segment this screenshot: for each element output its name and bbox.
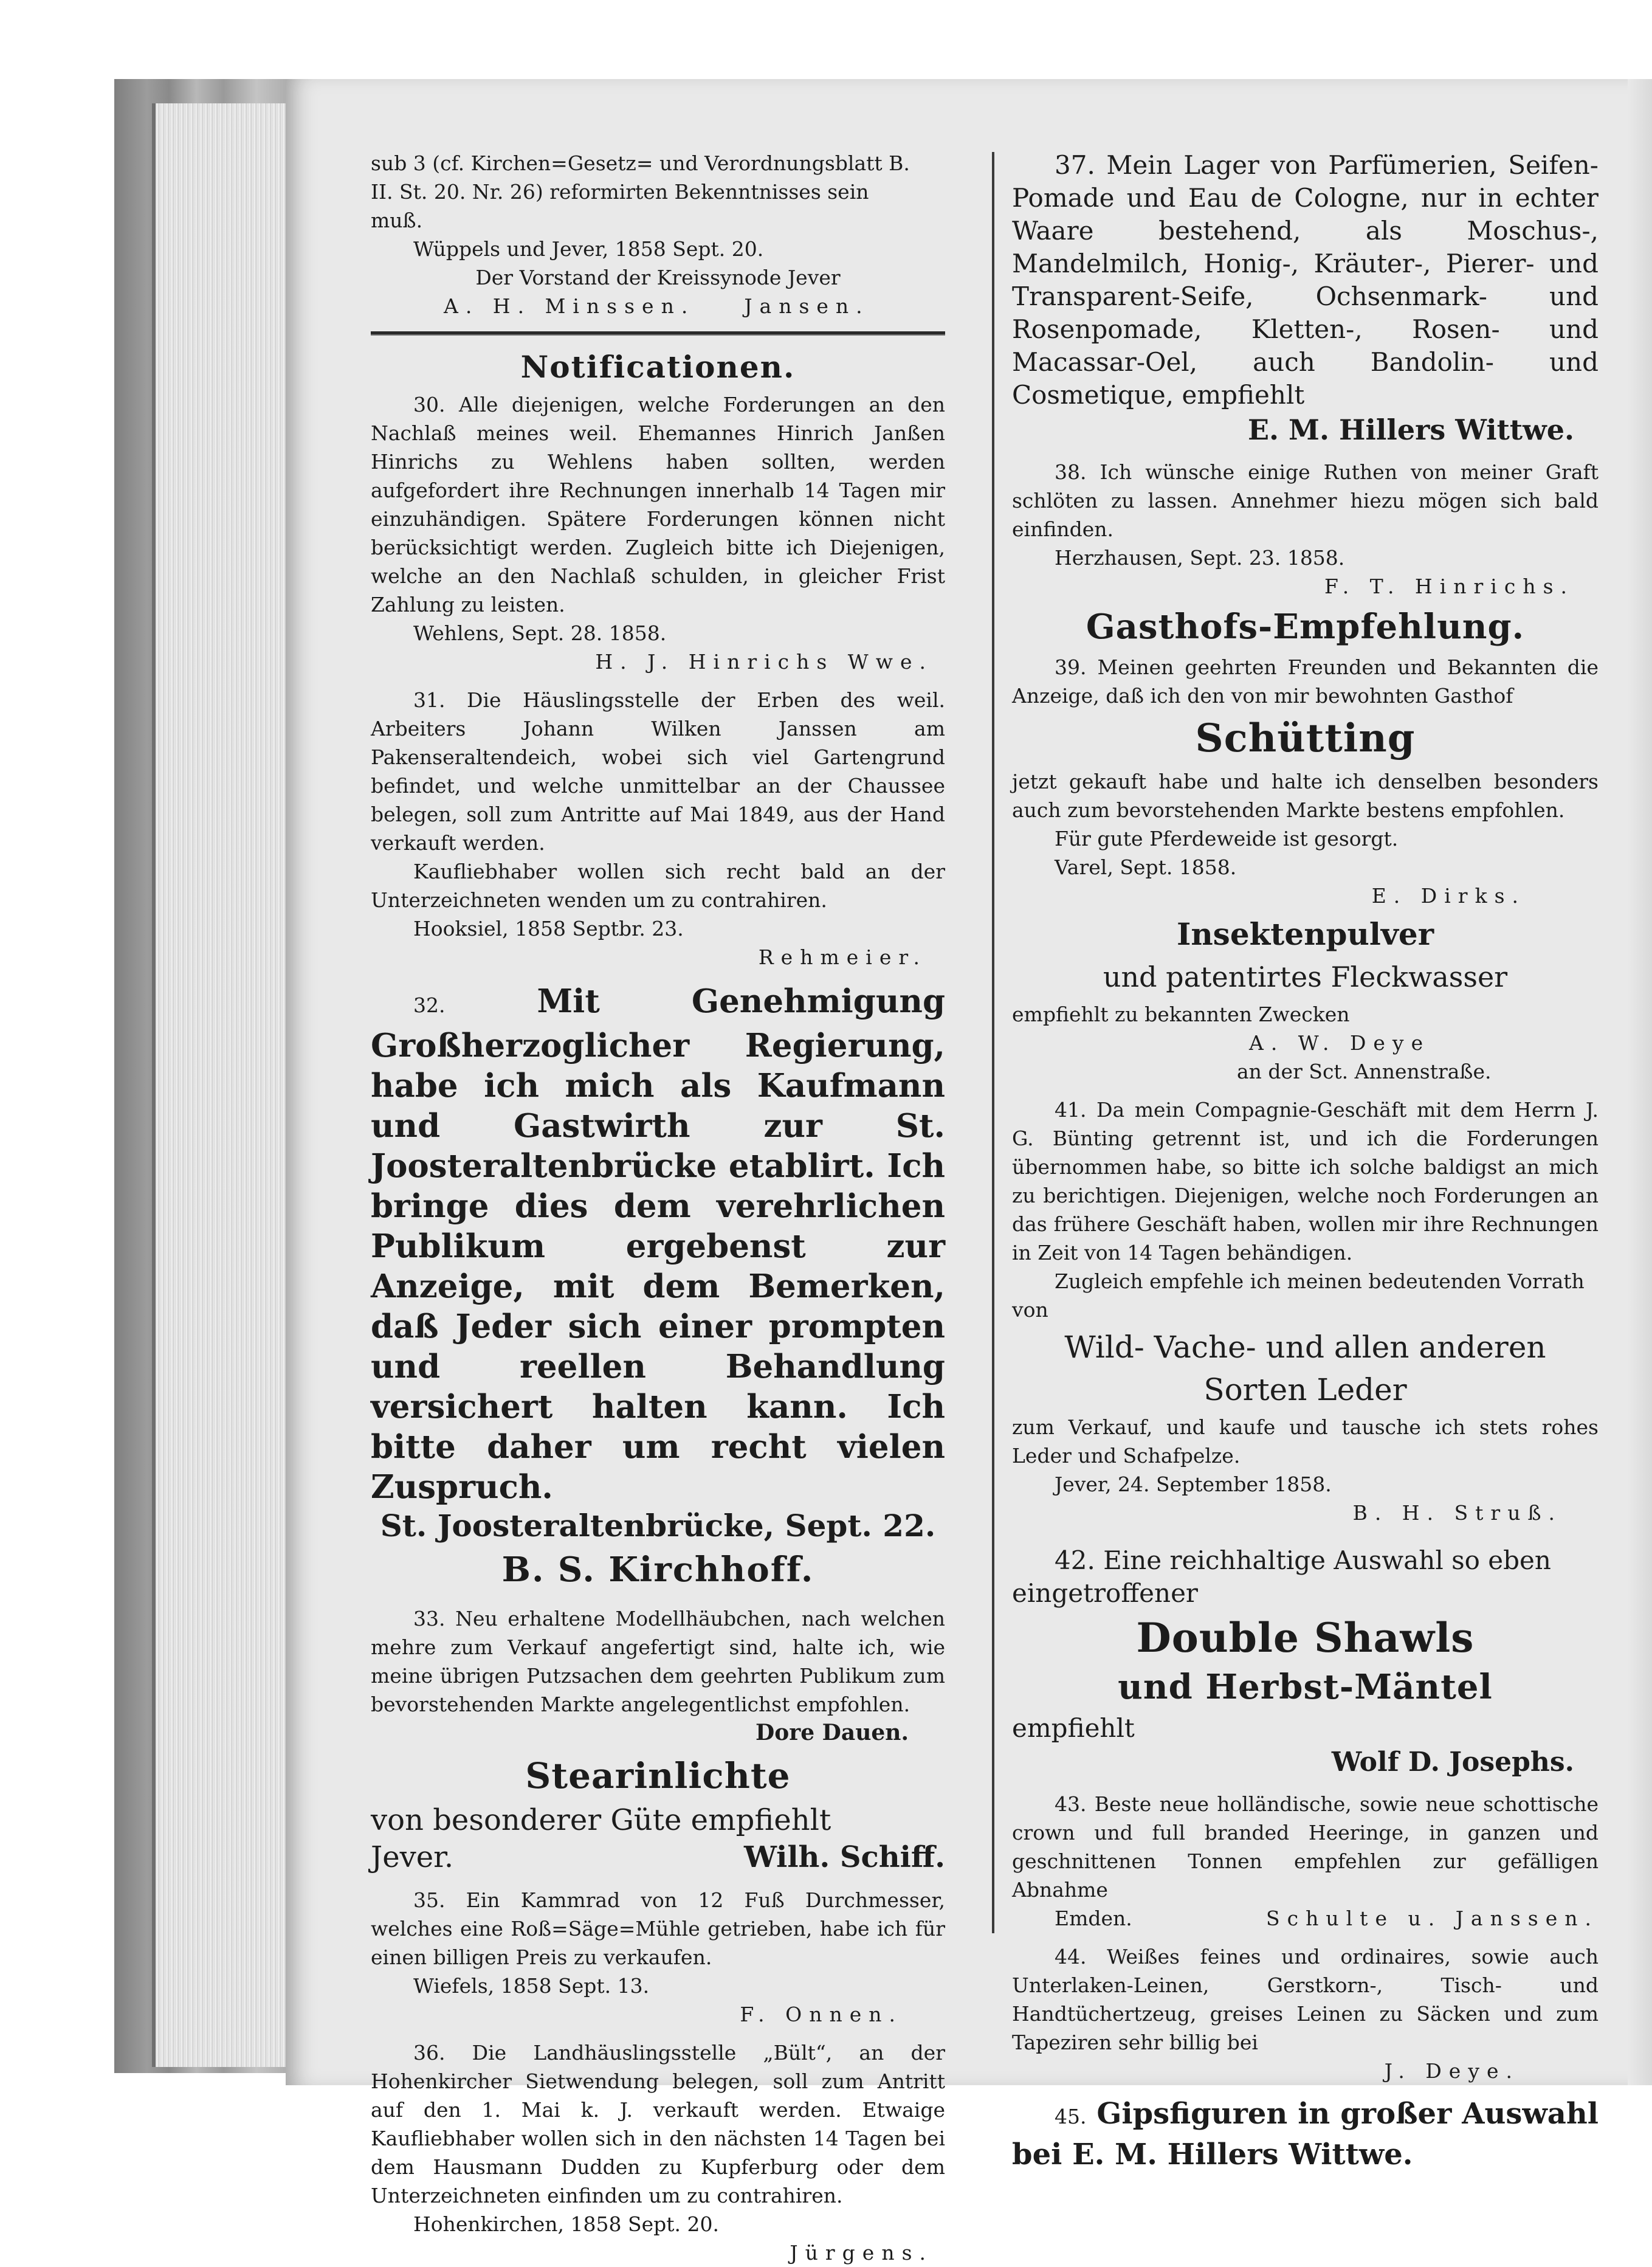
ad-41-text-3: zum Verkauf, und kaufe und tausche ich stets rohes Leder und Schafpelze. <box>1012 1415 1599 1468</box>
ad-42-text: 42. Eine reichhaltige Auswahl so eben <box>1055 1545 1551 1575</box>
ad-45-text <box>1012 2095 1599 2173</box>
ad-44-signature: J. Deye. <box>1384 2059 1519 2083</box>
ad-33-signature: Dore Dauen. <box>755 1720 909 1745</box>
ad-33-text: 33. Neu erhaltene Modellhäubchen, nach welchen mehre zum Verkauf angefertigt sind, halte ich, wie meine übrigen Putzsachen dem geehrten Publikum zum bevorstehenden Markte angelegentlichst empfohlen. <box>371 1607 945 1716</box>
ad-40-title-2: und patentirtes Fleckwasser <box>1103 961 1508 993</box>
ad-39-place: Varel, Sept. 1858. <box>1055 855 1237 879</box>
ad-36-text: 36. Die Landhäuslingsstelle „Bült“, an der Hohenkircher Sietwendung belegen, soll zum Antritt auf den 1. Mai k. J. verkauft werden. Etwaige Kaufliebhaber wollen sich in den nächsten 14 Tagen bei dem Hausmann Dudden zu Kupferburg oder dem Unterzeichneten einfinden um zu contrahiren. <box>371 2041 945 2207</box>
ad-31-text-2: Kaufliebhaber wollen sich recht bald an der Unterzeichneten wenden um zu contrahiren. <box>371 860 945 912</box>
page-right-edge <box>1628 79 1652 2085</box>
ad-38-text: 38. Ich wünsche einige Ruthen von meiner Graft schlöten zu lassen. Annehmer hiezu mögen sich bald einfinden. <box>1012 460 1599 541</box>
ad-34-line: von besonderer Güte empfiehlt <box>371 1803 831 1837</box>
intro-line-3: muß. <box>371 209 423 232</box>
ad-39-name: Schütting <box>1195 716 1416 761</box>
ad-38-signature: F. T. Hinrichs. <box>1324 575 1574 598</box>
ad-41-von: von <box>1012 1298 1048 1322</box>
ad-45-body: Gipsfiguren in großer Auswahl bei <box>1012 2097 1599 2172</box>
ad-43-text: 43. Beste neue holländische, sowie neue schottische crown und full branded Heeringe, in ganzen und geschnittenen Tonnen empfehlen zur gefälligen Abnahme <box>1012 1792 1599 1902</box>
ad-45-number: 45. <box>1055 2105 1087 2128</box>
ad-32-number: 32. <box>413 993 446 1017</box>
ad-39-text-3: Für gute Pferdeweide ist gesorgt. <box>1055 827 1399 851</box>
ad-34-signature: Wilh. Schiff. <box>744 1840 945 1874</box>
ad-44-text: 44. Weißes feines und ordinaires, sowie auch Unterlaken-Leinen, Gerstkorn-, Tisch- und Handtüchertzeug, greises Leinen zu Säcken und zum Tapeziren sehr billig bei <box>1012 1945 1599 2054</box>
ad-30-signature: H. J. Hinrichs Wwe. <box>595 650 933 674</box>
ad-40-line: empfiehlt zu bekannten Zwecken <box>1012 1002 1350 1026</box>
notifications-heading: Notificationen. <box>520 349 796 385</box>
ad-31-text: 31. Die Häuslingsstelle der Erben des weil. Arbeiters Johann Wilken Janssen am Pakenseraltendeich, wobei sich viel Gartengrund befindet, und welche unmittelbar an der Chaussee belegen, soll zum Antritte auf Mai 1849, aus der Hand verkauft werden. <box>371 688 945 855</box>
intro-place-date: Wüppels und Jever, 1858 Sept. 20. <box>413 237 764 261</box>
ad-30-place: Wehlens, Sept. 28. 1858. <box>413 621 667 645</box>
ad-45-signature: E. M. Hillers Wittwe. <box>1072 2138 1413 2172</box>
ad-43-footer <box>1012 1904 1599 1933</box>
intro-line-2: II. St. 20. Nr. 26) reformirten Bekenntnisses sein <box>371 180 869 204</box>
intro-signatures <box>371 292 945 320</box>
ad-36-place: Hohenkirchen, 1858 Sept. 20. <box>413 2212 719 2236</box>
ad-34-footer <box>371 1838 945 1876</box>
ad-41-title-2: Sorten Leder <box>1203 1372 1407 1407</box>
ad-42-line-3: empfiehlt <box>1012 1713 1135 1743</box>
ad-42-signature: Wolf D. Josephs. <box>1331 1747 1574 1778</box>
ad-37-text: 37. Mein Lager von Parfümerien, Seifen-Pomade und Eau de Cologne, nur in echter Waare bestehend, als Moschus-, Mandelmilch, Honig-, Kräuter-, Pierer- und Transparent-Seife, Ochsenmark- und Rosenpomade, Kletten-, Rosen- und Macassar-Oel, auch Bandolin- und Cosmetique, empfiehlt <box>1012 150 1599 410</box>
section-rule <box>371 331 945 336</box>
ad-38-place: Herzhausen, Sept. 23. 1858. <box>1055 546 1345 570</box>
ad-39-text: 39. Meinen geehrten Freunden und Bekannten die Anzeige, daß ich den von mir bewohnten Gasthof <box>1012 655 1599 708</box>
intro-signature-2: Jansen. <box>744 294 870 318</box>
left-column <box>371 149 945 2267</box>
ad-43-signature: Schulte u. Janssen. <box>1266 1906 1599 1930</box>
ad-31-signature: Rehmeier. <box>758 945 927 969</box>
ad-34-place: Jever. <box>371 1840 454 1874</box>
ad-41-title-1: Wild- Vache- und allen anderen <box>1064 1330 1546 1365</box>
ad-42-title-1: Double Shawls <box>1136 1614 1475 1661</box>
ad-37-signature: E. M. Hillers Wittwe. <box>1247 413 1574 446</box>
ad-40-address: an der Sct. Annenstraße. <box>1237 1060 1492 1083</box>
ad-40-signature: A. W. Deye <box>1249 1031 1431 1055</box>
ad-30-text: 30. Alle diejenigen, welche Forderungen an den Nachlaß meines weil. Ehemannes Hinrich Janßen Hinrichs zu Wehlens haben sollten, werden aufgefordert ihre Rechnungen innerhalb 14 Tagen mir einzuhändigen. Spätere Forderungen können nicht berücksichtigt werden. Zugleich bitte ich Diejenigen, welche an den Nachlaß schulden, in gleicher Frist Zahlung zu leisten. <box>371 393 945 616</box>
ad-32-text <box>371 981 945 1507</box>
column-divider <box>992 152 994 1933</box>
ad-41-place: Jever, 24. September 1858. <box>1055 1472 1332 1496</box>
ad-39-heading: Gasthofs-Empfehlung. <box>1086 607 1525 647</box>
ad-41-text-2: Zugleich empfehle ich meinen bedeutenden Vorrath <box>1055 1269 1585 1293</box>
ad-39-signature: E. Dirks. <box>1371 884 1526 908</box>
ad-42-title-2: und Herbst-Mäntel <box>1118 1667 1493 1707</box>
ad-34-title: Stearinlichte <box>525 1755 791 1796</box>
intro-signature-1: A. H. Minssen. <box>444 294 695 318</box>
ad-43-place: Emden. <box>1055 1906 1132 1930</box>
ad-41-signature: B. H. Struß. <box>1352 1501 1562 1525</box>
ad-42-line-2: eingetroffener <box>1012 1578 1198 1608</box>
ad-41-text: 41. Da mein Compagnie-Geschäft mit dem Herrn J. G. Bünting getrennt ist, und ich die Forderungen übernommen habe, so bitte ich solche baldigst an mich zu berichtigen. Diejenigen, welche noch Forderungen an das frühere Geschäft haben, wollen mir ihre Rechnungen in Zeit von 14 Tagen behändigen. <box>1012 1098 1599 1265</box>
ad-32-body: Mit Genehmigung Großherzoglicher Regierung, habe ich mich als Kaufmann und Gastwirth zur St. Joosteraltenbrücke etablirt. Ich bringe dies dem verehrlichen Publikum ergebenst zur Anzeige, mit dem Bemerken, daß Jeder sich einer prompten und reellen Behandlung versichert halten kann. Ich bitte daher um recht vielen Zuspruch. <box>371 982 945 1506</box>
ad-35-text: 35. Ein Kammrad von 12 Fuß Durchmesser, welches eine Roß=Säge=Mühle getrieben, habe ich für einen billigen Preis zu verkaufen. <box>371 1888 945 1969</box>
ad-36-signature: Jürgens. <box>790 2241 933 2265</box>
right-column <box>1012 149 1599 2173</box>
ad-32-signature: B. S. Kirchhoff. <box>501 1550 814 1590</box>
ad-32-place: St. Joosteraltenbrücke, Sept. 22. <box>380 1508 936 1544</box>
ad-35-signature: F. Onnen. <box>740 2003 903 2026</box>
ad-31-place: Hooksiel, 1858 Septbr. 23. <box>413 917 684 940</box>
book-page-edges <box>152 103 298 2067</box>
ad-35-place: Wiefels, 1858 Sept. 13. <box>413 1974 650 1998</box>
intro-line-1: sub 3 (cf. Kirchen=Gesetz= und Verordnungsblatt B. <box>371 151 910 175</box>
ad-39-text-2: jetzt gekauft habe und halte ich denselben besonders auch zum bevorstehenden Markte bestens empfohlen. <box>1012 770 1599 822</box>
ad-40-title-1: Insektenpulver <box>1176 916 1434 952</box>
intro-board: Der Vorstand der Kreissynode Jever <box>475 266 841 289</box>
